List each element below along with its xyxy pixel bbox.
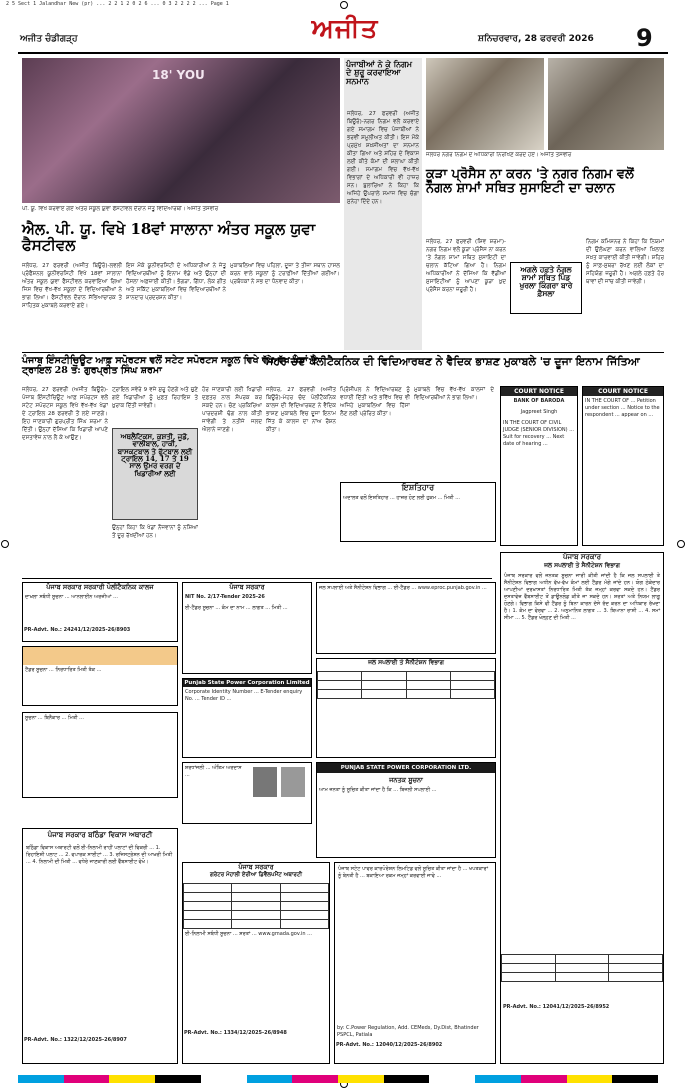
garbage-pull-quote: ਅਗਲੇ ਹਫ਼ਤੇ ਨੰਗਲ ਸ਼ਾਮਾਂ ਸਥਿਤ ਪਿੰਡ ਖੁਰਲਾ ਕਿੰਗਰਾ ਬਾਰੇ ਫ਼ੈਸਲਾ bbox=[519, 265, 573, 298]
state-school-body-col2b: ਉਨ੍ਹਾਂ ਕਿਹਾ ਕਿ ਖੇਡਾਂ ਨੌਜਵਾਨਾਂ ਨੂੰ ਨਸ਼ਿਆਂ ਤੋਂ ਦੂਰ ਰੱਖਦੀਆਂ ਹਨ। bbox=[112, 525, 198, 539]
pspcl-2-title: PUNJAB STATE POWER CORPORATION LTD. bbox=[317, 763, 495, 773]
avatar bbox=[281, 767, 305, 797]
garbage-headline: ਕੂੜਾ ਪ੍ਰੋਸੈਸ ਨਾ ਕਰਨ 'ਤੇ ਨਗਰ ਨਿਗਮ ਵਲੋਂ ਨੰਗਲ ਸ਼ਾਮਾਂ ਸਥਿਤ ਸੁਸਾਇਟੀ ਦਾ ਚਲਾਨ bbox=[426, 167, 634, 196]
right-panel-body: ਪੰਜਾਬ ਸਰਕਾਰ ਵਲੋਂ ਜਨਤਕ ਸੂਚਨਾ ਜਾਰੀ ਕੀਤੀ ਜਾਂਦੀ ਹੈ ਕਿ ਜਲ ਸਪਲਾਈ ਤੇ ਸੈਨੀਟੇਸ਼ਨ ਵਿਭਾਗ ਅਧੀਨ ਵੱਖ-ਵੱਖ ਕੰਮਾਂ ਲਈ ਟੈਂਡਰ ਮੰਗੇ ਜਾਂਦੇ ਹਨ। ਯੋਗ ਠੇਕੇਦਾਰ ਆਪਣੀਆਂ ਦਰਖ਼ਾਸਤਾਂ ਨਿਰਧਾਰਿਤ ਮਿਤੀ ਤੱਕ ਜਮ੍ਹਾਂ ਕਰਵਾ ਸਕਦੇ ਹਨ। ਟੈਂਡਰ ਦਸਤਾਵੇਜ਼ ਵੈੱਬਸਾਈਟ ਤੋਂ ਡਾਊਨਲੋਡ ਕੀਤੇ ਜਾ ਸਕਦੇ ਹਨ। ਸ਼ਰਤਾਂ ਅਤੇ ਨਿਯਮ ਲਾਗੂ ਹੋਣਗੇ। ਵਿਭਾਗ ਕਿਸੇ ਵੀ ਟੈਂਡਰ ਨੂੰ ਬਿਨਾ ਕਾਰਨ ਦੱਸੇ ਰੱਦ ਕਰਨ ਦਾ ਅਧਿਕਾਰ ਰੱਖਦਾ ਹੈ। 1. ਕੰਮ ਦਾ ਵੇਰਵਾ ... 2. ਅਨੁਮਾਨਿਤ ਲਾਗਤ ... 3. ਬਿਆਨਾ ਰਾਸ਼ੀ ... 4. ਸਮਾਂ ਸੀਮਾ ... 5. ਟੈਂਡਰ ਖੋਲ੍ਹਣ ਦੀ ਮਿਤੀ ... bbox=[504, 573, 660, 621]
polytechnic-body-col1: ਜਲੰਧਰ, 27 ਫਰਵਰੀ (ਅਜੀਤ ਬਿਊਰੋ)-ਮੇਹਰ ਚੰਦ ਪੋਲੀਟੈਕਨਿਕ ਕਾਲਜ ਦੀ ਵਿਦਿਆਰਥਣ ਨੇ ਵੈਦਿਕ ਭਾਸ਼ਣ ਮੁਕਾਬਲੇ ਵਿਚ ਦੂਜਾ ਇਨਾਮ ਜਿੱਤ ਕੇ ਕਾਲਜ ਦਾ ਨਾਂਅ ਰੌਸ਼ਨ ਕੀਤਾ। bbox=[266, 387, 336, 433]
section-rule bbox=[22, 352, 664, 353]
bathinda-body: ਬਠਿੰਡਾ ਵਿਕਾਸ ਅਥਾਰਟੀ ਵਲੋਂ ਈ-ਨਿਲਾਮੀ ਰਾਹੀਂ ਪਲਾਟਾਂ ਦੀ ਵਿਕਰੀ ... 1. ਰਿਹਾਇਸ਼ੀ ਪਲਾਟ ... 2. ਵਪਾਰਕ ਸਾਈਟਾਂ ... 3. ਰਜਿਸਟ੍ਰੇਸ਼ਨ ਦੀ ਆਖ਼ਰੀ ਮਿਤੀ ... 4. ਨਿਲਾਮੀ ਦੀ ਮਿਤੀ ... ਵਧੇਰੇ ਜਾਣਕਾਰੀ ਲਈ ਵੈੱਬਸਾਈਟ ਵੇਖੋ। bbox=[26, 845, 173, 865]
state-school-highlight-box bbox=[112, 428, 198, 520]
water-supply-ad bbox=[316, 658, 496, 758]
water-supply-title: ਜਲ ਸਪਲਾਈ ਤੇ ਸੈਨੀਟੇਸ਼ਨ ਵਿਭਾਗ bbox=[368, 659, 444, 666]
court-notice-1-body: IN THE COURT OF CIVIL JUDGE (SENIOR DIVISION) ... Suit for recovery ... Next date of hearing ... bbox=[503, 420, 574, 447]
right-panel-ad bbox=[500, 552, 664, 1064]
nit-body: ਈ-ਟੈਂਡਰ ਸੂਚਨਾ ... ਕੰਮ ਦਾ ਨਾਮ ... ਲਾਗਤ ... ਮਿਤੀ ... bbox=[185, 605, 288, 611]
garbage-caption: ਜਲੰਧਰ ਨਗਰ ਨਿਗਮ ਦੇ ਅਧਿਕਾਰੀ ਨਿਰੀਖਣ ਕਰਦੇ ਹੋਏ। ਅਜੀਤ ਤਸਵੀਰ bbox=[426, 152, 572, 158]
court-notice-1-person: Jagpreet Singh bbox=[520, 409, 558, 415]
punjab-sarkar-2-title: ਪੰਜਾਬ ਸਰਕਾਰ bbox=[238, 863, 274, 871]
state-school-headline: ਪੰਜਾਬ ਇੰਸਟੀਚਿਊਟ ਆਫ਼ ਸਪੋਰਟਸ ਵਲੋਂ ਸਟੇਟ ਸਪੋਰਟਸ ਸਕੂਲ ਵਿਖੇ ਵੱਖ-ਵੱਖ ਖੇਡਾਂ ਦੇ ਟ੍ਰਾਇਲ 28 ਤੋਂ: ਗੁਰਪ੍ਰੀਤ ਸਿੰਘ ਸ਼ਰਮਾ bbox=[22, 355, 318, 376]
state-school-body-col3: ਹੋਰ ਜਾਣਕਾਰੀ ਲਈ ਖਿਡਾਰੀ ਦਫ਼ਤਰ ਨਾਲ ਸੰਪਰਕ ਕਰ ਸਕਦੇ ਹਨ। ਚੋਣ ਪ੍ਰਕਿਰਿਆ ਪਾਰਦਰਸ਼ੀ ਢੰਗ ਨਾਲ ਕੀਤੀ ਜਾਵੇਗੀ ਤੇ ਨਤੀਜੇ ਜਲਦ ਐਲਾਨੇ ਜਾਣਗੇ। bbox=[202, 387, 262, 433]
state-school-body-col2: ਟ੍ਰਾਇਲ ਸਵੇਰੇ 9 ਵਜੇ ਸ਼ੁਰੂ ਹੋਣਗੇ ਅਤੇ ਚੁਣੇ ਗਏ ਖਿਡਾਰੀਆਂ ਨੂੰ ਮੁਫ਼ਤ ਰਿਹਾਇਸ਼ ਤੇ ਖ਼ੁਰਾਕ ਦਿੱਤੀ ਜਾਵੇਗੀ। bbox=[112, 387, 198, 409]
polytechnic-headline: ਮੇਹਰ ਚੰਦ ਪੋਲੀਟੈਕਨਿਕ ਦੀ ਵਿਦਿਆਰਥਣ ਨੇ ਵੈਦਿਕ ਭਾਸ਼ਣ ਮੁਕਾਬਲੇ 'ਚ ਦੂਜਾ ਇਨਾਮ ਜਿੱਤਿਆ bbox=[266, 355, 640, 368]
dateline: ਸ਼ਨਿਚਰਵਾਰ, 28 ਫਰਵਰੀ 2026 bbox=[478, 34, 594, 44]
polytechnic-body-col2: ਪ੍ਰਿੰਸੀਪਲ ਨੇ ਵਿਦਿਆਰਥਣ ਨੂੰ ਵਧਾਈ ਦਿੱਤੀ ਅਤੇ ਭਵਿੱਖ ਵਿਚ ਵੀ ਅਜਿਹੇ ਮੁਕਾਬਲਿਆਂ ਵਿਚ ਹਿੱਸਾ ਲੈਣ ਲਈ ਪ੍ਰੇਰਿਤ ਕੀਤਾ। bbox=[340, 387, 410, 417]
garbage-body-col3: ਨਿਗਮ ਕਮਿਸ਼ਨਰ ਨੇ ਕਿਹਾ ਕਿ ਨਿਯਮਾਂ ਦੀ ਉਲੰਘਣਾ ਕਰਨ ਵਾਲਿਆਂ ਖ਼ਿਲਾਫ਼ ਸਖ਼ਤ ਕਾਰਵਾਈ ਕੀਤੀ ਜਾਵੇਗੀ। ਸ਼ਹਿਰ ਨੂੰ ਸਾਫ਼-ਸੁਥਰਾ ਰੱਖਣ ਲਈ ਲੋਕਾਂ ਦਾ ਸਹਿਯੋਗ ਜ਼ਰੂਰੀ ਹੈ। ਅਗਲੇ ਹਫ਼ਤੇ ਹੋਰ ਥਾਵਾਂ ਦੀ ਜਾਂਚ ਕੀਤੀ ਜਾਵੇਗੀ। bbox=[586, 239, 664, 285]
crop-mark-icon bbox=[1, 540, 9, 548]
orange-ad-band bbox=[23, 647, 177, 665]
court-notice-1-title: COURT NOTICE bbox=[501, 387, 577, 396]
orange-ad-body: ਟੈਂਡਰ ਸੂਚਨਾ ... ਨਿਰਧਾਰਿਤ ਮਿਤੀ ਤੱਕ ... bbox=[25, 667, 102, 673]
youth-fest-body-col1: ਜਲੰਧਰ, 27 ਫਰਵਰੀ (ਅਜੀਤ ਬਿਊਰੋ)-ਲਵਲੀ ਪ੍ਰੋਫੈਸ਼ਨਲ ਯੂਨੀਵਰਸਿਟੀ ਵਿਖੇ 18ਵਾਂ ਸਾਲਾਨਾ ਅੰਤਰ ਸਕੂਲ ਯੁਵਾ ਫੈਸਟੀਵਲ ਕਰਵਾਇਆ ਗਿਆ ਜਿਸ ਵਿਚ ਵੱਖ-ਵੱਖ ਸਕੂਲਾਂ ਦੇ ਵਿਦਿਆਰਥੀਆਂ ਨੇ ਭਾਗ ਲਿਆ। ਫੈਸਟੀਵਲ ਦੌਰਾਨ ਸੱਭਿਆਚਾਰਕ ਤੇ ਸਾਹਿਤਕ ਮੁਕਾਬਲੇ ਕਰਵਾਏ ਗਏ। bbox=[22, 263, 122, 309]
pspcl-ad-1 bbox=[182, 678, 312, 758]
pspcl-2-body: ਆਮ ਜਨਤਾ ਨੂੰ ਸੂਚਿਤ ਕੀਤਾ ਜਾਂਦਾ ਹੈ ਕਿ ... ਬਿਜਲੀ ਸਪਲਾਈ ... bbox=[319, 787, 437, 793]
pspcl-signature: by: C.Power Regulation, Add. CEMeds, Dy.Dist, Bhatinder PSPCL, Patiala bbox=[337, 1025, 479, 1038]
greater-mohali-advt: PR-Advt. No.: 1334/12/2025-26/8948 bbox=[184, 1030, 287, 1036]
greater-mohali-body: ਈ-ਨਿਲਾਮੀ ਸਬੰਧੀ ਸੂਚਨਾ ... ਸ਼ਰਤਾਂ ... www.gmada.gov.in ... bbox=[185, 931, 312, 937]
crop-mark-icon bbox=[340, 1, 348, 9]
ishtihar-ad bbox=[340, 482, 496, 542]
masthead: ਅਜੀਤ bbox=[311, 14, 379, 44]
pspcl-notice-advt: PR-Advt. No.: 12040/12/2025-26/8902 bbox=[336, 1042, 443, 1048]
greater-mohali-ad bbox=[182, 862, 330, 1064]
misc-ad-left-body: ਸੂਚਨਾ ... ਬਿਨੈਕਾਰ ... ਮਿਤੀ ... bbox=[25, 715, 84, 721]
misc-ad-left bbox=[22, 712, 178, 798]
water-supply-table bbox=[317, 671, 495, 699]
youth-fest-photo bbox=[22, 58, 340, 203]
page-number: 9 bbox=[636, 24, 653, 52]
orange-ad bbox=[22, 646, 178, 706]
polytechnic-body-col3: ਮੁਕਾਬਲੇ ਵਿਚ ਵੱਖ-ਵੱਖ ਕਾਲਜਾਂ ਦੇ ਵਿਦਿਆਰਥੀਆਂ ਨੇ ਭਾਗ ਲਿਆ। bbox=[414, 387, 494, 401]
garbage-body-col1: ਜਲੰਧਰ, 27 ਫਰਵਰੀ (ਸ਼ਿਵ ਸ਼ਰਮਾ)-ਨਗਰ ਨਿਗਮ ਵਲੋਂ ਕੂੜਾ ਪ੍ਰੋਸੈਸ ਨਾ ਕਰਨ 'ਤੇ ਨੰਗਲ ਸ਼ਾਮਾਂ ਸਥਿਤ ਸੁਸਾਇਟੀ ਦਾ ਚਲਾਨ ਕੱਟਿਆ ਗਿਆ ਹੈ। ਨਿਗਮ ਅਧਿਕਾਰੀਆਂ ਨੇ ਦੱਸਿਆ ਕਿ ਵੱਡੀਆਂ ਸੁਸਾਇਟੀਆਂ ਨੂੰ ਆਪਣਾ ਕੂੜਾ ਖ਼ੁਦ ਪ੍ਰੋਸੈਸ ਕਰਨਾ ਜ਼ਰੂਰੀ ਹੈ। bbox=[426, 239, 506, 293]
state-school-body-col1: ਜਲੰਧਰ, 27 ਫਰਵਰੀ (ਅਜੀਤ ਬਿਊਰੋ)-ਪੰਜਾਬ ਇੰਸਟੀਚਿਊਟ ਆਫ਼ ਸਪੋਰਟਸ ਵਲੋਂ ਸਟੇਟ ਸਪੋਰਟਸ ਸਕੂਲ ਵਿਖੇ ਵੱਖ-ਵੱਖ ਖੇਡਾਂ ਦੇ ਟ੍ਰਾਇਲ 28 ਫਰਵਰੀ ਤੋਂ ਲਏ ਜਾਣਗੇ। ਇਹ ਜਾਣਕਾਰੀ ਗੁਰਪ੍ਰੀਤ ਸਿੰਘ ਸ਼ਰਮਾ ਨੇ ਦਿੱਤੀ। ਉਨ੍ਹਾਂ ਦੱਸਿਆ ਕਿ ਖਿਡਾਰੀ ਆਪਣੇ ਦਸਤਾਵੇਜ਼ ਨਾਲ ਲੈ ਕੇ ਆਉਣ। bbox=[22, 387, 108, 441]
youth-fest-body-col3: ਮੁਕਾਬਲਿਆਂ ਵਿਚ ਪਹਿਲਾ, ਦੂਜਾ ਤੇ ਤੀਜਾ ਸਥਾਨ ਹਾਸਲ ਕਰਨ ਵਾਲੇ ਸਕੂਲਾਂ ਨੂੰ ਟਰਾਫ਼ੀਆਂ ਦਿੱਤੀਆਂ ਗਈਆਂ। ਪ੍ਰਬੰਧਕਾਂ ਨੇ ਸਭ ਦਾ ਧੰਨਵਾਦ ਕੀਤਾ। bbox=[230, 263, 340, 285]
pspcl-notice-bottom bbox=[334, 862, 496, 1064]
court-notice-2 bbox=[582, 386, 664, 546]
header-rule bbox=[18, 52, 668, 54]
garbage-photo-1 bbox=[426, 58, 544, 150]
bathinda-title: ਪੰਜਾਬ ਸਰਕਾਰ ਬਠਿੰਡਾ ਵਿਕਾਸ ਅਥਾਰਟੀ bbox=[47, 831, 153, 839]
ishtihar-body: ਅਦਾਲਤ ਵਲੋਂ ਇਸ਼ਤਿਹਾਰ ... ਹਾਜ਼ਰ ਹੋਣ ਲਈ ਹੁਕਮ ... ਮਿਤੀ ... bbox=[343, 495, 460, 501]
punjab-games-headline: ਪੰਜਾਬੀਆਂ ਨੇ ਕੇ ਨਿਗਮ ਦੇ ਸ਼ੁਰੂ ਕਰਵਾਇਆ ਸਨਮਾਨ bbox=[346, 59, 413, 86]
color-registration-bar bbox=[18, 1075, 658, 1083]
edition-label: ਅਜੀਤ ਚੰਡੀਗੜ੍ਹ bbox=[20, 34, 78, 44]
pspcl-1-title: Punjab State Power Corporation Limited bbox=[184, 680, 310, 686]
greater-mohali-title: ਗਰੇਟਰ ਮੋਹਾਲੀ ਏਰੀਆ ਡਿਵੈਲਪਮੈਂਟ ਅਥਾਰਟੀ bbox=[209, 872, 303, 878]
profile-ad bbox=[182, 762, 312, 824]
punjab-games-body: ਜਲੰਧਰ, 27 ਫਰਵਰੀ (ਅਜੀਤ ਬਿਊਰੋ)-ਨਗਰ ਨਿਗਮ ਵਲੋਂ ਕਰਵਾਏ ਗਏ ਸਮਾਗਮ ਵਿਚ ਪੰਜਾਬੀਆਂ ਨੇ ਭਰਵੀਂ ਸ਼ਮੂਲੀਅਤ ਕੀਤੀ। ਇਸ ਮੌਕੇ ਪ੍ਰਮੁੱਖ ਸ਼ਖ਼ਸੀਅਤਾਂ ਦਾ ਸਨਮਾਨ ਕੀਤਾ ਗਿਆ ਅਤੇ ਸ਼ਹਿਰ ਦੇ ਵਿਕਾਸ ਲਈ ਕੀਤੇ ਕੰਮਾਂ ਦੀ ਸ਼ਲਾਘਾ ਕੀਤੀ ਗਈ। ਸਮਾਗਮ ਵਿਚ ਵੱਖ-ਵੱਖ ਵਿਭਾਗਾਂ ਦੇ ਅਧਿਕਾਰੀ ਵੀ ਹਾਜ਼ਰ ਸਨ। ਬੁਲਾਰਿਆਂ ਨੇ ਕਿਹਾ ਕਿ ਅਜਿਹੇ ਉਪਰਾਲੇ ਸਮਾਜ ਵਿਚ ਚੰਗਾ ਸੁਨੇਹਾ ਦਿੰਦੇ ਹਨ। bbox=[347, 111, 419, 205]
greater-mohali-table bbox=[183, 883, 329, 929]
polytechnic-ad-body: ਦਾਖ਼ਲਾ ਸਬੰਧੀ ਸੂਚਨਾ ... ਆਨਲਾਈਨ ਅਰਜ਼ੀਆਂ ... bbox=[25, 594, 118, 600]
polytechnic-ad-title: ਪੰਜਾਬ ਸਰਕਾਰ ਸਰਕਾਰੀ ਪੋਲੀਟੈਕਨਿਕ ਕਾਲਜ bbox=[46, 583, 154, 591]
state-school-highlight-text: ਅਥਲੈਟਿਕਸ, ਕੁਸ਼ਤੀ, ਜੂਡੋ, ਵਾਲੀਬਾਲ, ਹਾਕੀ, ਬਾਸਕਟਬਾਲ ਤੇ ਫੁੱਟਬਾਲ ਲਈ ਟ੍ਰਾਇਲ 14, 17 ਤੇ 19 ਸਾਲ ਉਮਰ ਵਰਗ ਦੇ ਖਿਡਾਰੀਆਂ ਲਈ bbox=[117, 432, 193, 478]
ads-rule bbox=[22, 578, 492, 579]
court-notice-2-title: COURT NOTICE bbox=[583, 387, 663, 396]
youth-fest-caption: ਪੀ. ਯੂ. ਵਿਖੇ ਕਰਵਾਏ ਗਏ ਅੰਤਰ ਸਕੂਲ ਯੁਵਾ ਫੈਸਟੀਵਲ ਦੌਰਾਨ ਜੇਤੂ ਵਿਦਿਆਰਥੀ। ਅਜੀਤ ਤਸਵੀਰ bbox=[22, 206, 219, 212]
court-notice-2-body: IN THE COURT OF ... Petition under section ... Notice to the respondent ... appear on ... bbox=[585, 398, 660, 418]
crop-mark-icon bbox=[677, 540, 685, 548]
ishtihar-title: ਇਸ਼ਤਿਹਾਰ bbox=[401, 483, 435, 492]
right-panel-advt: PR-Advt. No.: 12041/12/2025-26/8952 bbox=[503, 1004, 610, 1010]
pspcl-ad-2 bbox=[316, 762, 496, 858]
pspcl-notice-bottom-body: ਪੰਜਾਬ ਸਟੇਟ ਪਾਵਰ ਕਾਰਪੋਰੇਸ਼ਨ ਲਿਮਟਿਡ ਵਲੋਂ ਸੂਚਿਤ ਕੀਤਾ ਜਾਂਦਾ ਹੈ ... ਖਪਤਕਾਰਾਂ ਨੂੰ ਬੇਨਤੀ ਹੈ ... ਬਕਾਇਆ ਰਕਮ ਜਮ੍ਹਾਂ ਕਰਵਾਈ ਜਾਵੇ ... bbox=[338, 866, 488, 879]
public-notice-upper-body: ਜਲ ਸਪਲਾਈ ਅਤੇ ਸੈਨੀਟੇਸ਼ਨ ਵਿਭਾਗ ... ਈ-ਟੈਂਡਰ ... www.eproc.punjab.gov.in ... bbox=[319, 585, 487, 591]
public-notice-title: ਜਨਤਕ ਸੂਚਨਾ bbox=[389, 776, 423, 784]
polytechnic-ad-advt: PR-Advt. No.: 24241/12/2025-26/8903 bbox=[24, 627, 131, 633]
right-panel-table bbox=[501, 954, 663, 982]
polytechnic-ad bbox=[22, 582, 178, 642]
punjab-sarkar-nit-ad bbox=[182, 582, 312, 674]
punjab-sarkar-1-title: ਪੰਜਾਬ ਸਰਕਾਰ bbox=[229, 583, 265, 591]
right-panel-title: ਪੰਜਾਬ ਸਰਕਾਰ bbox=[562, 553, 601, 561]
print-meta: 2 5 Sect 1 Jalandhar New (pr) ... 2 2 1 2 0 2 6 ... 0 3 2 2 2 2 ... Page 1 bbox=[6, 1, 229, 7]
public-notice-upper bbox=[316, 582, 496, 654]
nit-number: NIT No. 2/17-Tender 2025-26 bbox=[185, 594, 265, 600]
court-notice-1 bbox=[500, 386, 578, 546]
profile-ad-body: ਸ਼ਰਧਾਂਜਲੀ ... ਅੰਤਿਮ ਅਰਦਾਸ ... bbox=[185, 765, 242, 778]
pspcl-1-body: Corporate Identity Number ... E-Tender enquiry No. ... Tender ID ... bbox=[185, 689, 303, 702]
right-panel-subtitle: ਜਲ ਸਪਲਾਈ ਤੇ ਸੈਨੀਟੇਸ਼ਨ ਵਿਭਾਗ bbox=[544, 562, 620, 569]
youth-fest-headline: ਐਲ. ਪੀ. ਯੂ. ਵਿਖੇ 18ਵਾਂ ਸਾਲਾਨਾ ਅੰਤਰ ਸਕੂਲ ਯੁਵਾ ਫੈਸਟੀਵਲ bbox=[22, 220, 316, 254]
bathinda-ad bbox=[22, 828, 178, 1064]
photo-banner-text: 18' YOU bbox=[152, 68, 205, 82]
bathinda-advt: PR-Advt. No.: 1322/12/2025-26/8907 bbox=[24, 1037, 127, 1043]
garbage-pull-quote-box bbox=[510, 262, 582, 314]
avatar bbox=[253, 767, 277, 797]
youth-fest-body-col2: ਇਸ ਮੌਕੇ ਯੂਨੀਵਰਸਿਟੀ ਦੇ ਅਧਿਕਾਰੀਆਂ ਨੇ ਜੇਤੂ ਵਿਦਿਆਰਥੀਆਂ ਨੂੰ ਇਨਾਮ ਵੰਡੇ ਅਤੇ ਉਨ੍ਹਾਂ ਦੀ ਹੌਸਲਾ ਅਫ਼ਜ਼ਾਈ ਕੀਤੀ। ਭੰਗੜਾ, ਗਿੱਧਾ, ਲੋਕ ਗੀਤ ਅਤੇ ਸਕਿੱਟ ਮੁਕਾਬਲਿਆਂ ਵਿਚ ਵਿਦਿਆਰਥੀਆਂ ਨੇ ਸ਼ਾਨਦਾਰ ਪ੍ਰਦਰਸ਼ਨ ਕੀਤਾ। bbox=[126, 263, 226, 301]
court-notice-1-bank: BANK OF BARODA bbox=[513, 398, 565, 404]
garbage-photo-2 bbox=[548, 58, 664, 150]
